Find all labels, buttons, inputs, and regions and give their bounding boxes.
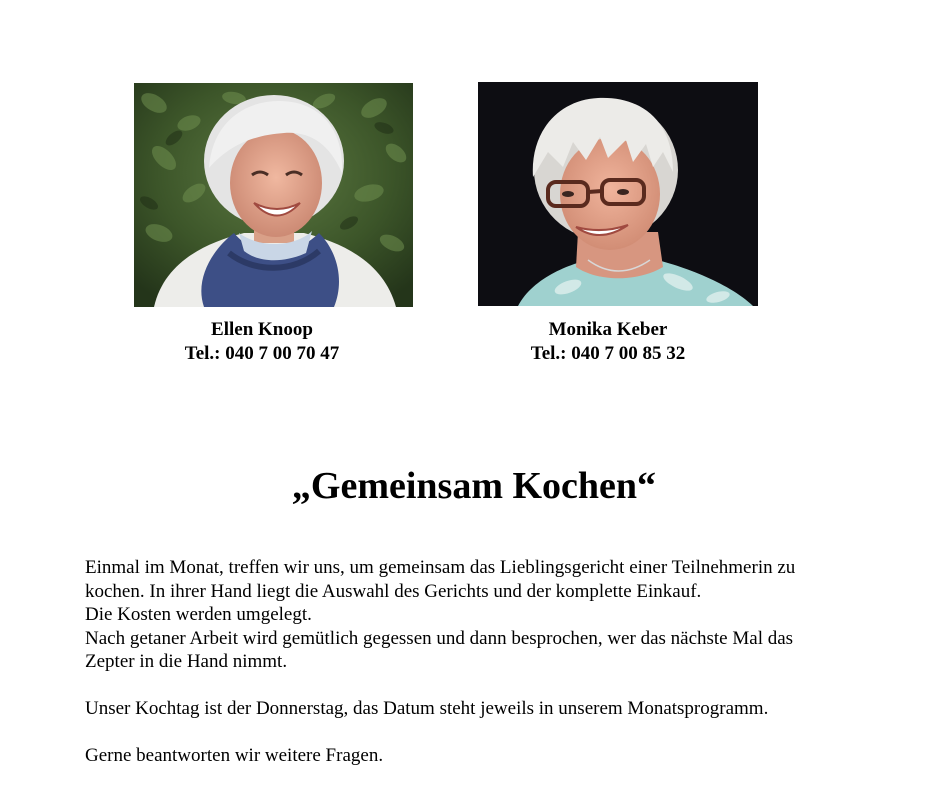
body-line: Zepter in die Hand nimmt. — [85, 651, 288, 672]
body-line: Nach getaner Arbeit wird gemütlich gegessen und dann besprochen, wer das nächste Mal das — [85, 627, 794, 649]
contact-card-right — [478, 318, 738, 366]
contact-name: Monika Keber — [548, 319, 668, 340]
body-line: Einmal im Monat, treffen wir uns, um gemeinsam das Lieblingsgericht einer Teilnehmerin zu — [85, 557, 796, 578]
body-line: Die Kosten werden umgelegt. — [85, 604, 312, 625]
portrait-photo-monika-keber — [478, 82, 758, 306]
portrait-photo-icon — [478, 82, 758, 306]
contact-phone: Tel.: 040 7 00 85 32 — [530, 343, 686, 364]
contact-phone: Tel.: 040 7 00 70 47 — [184, 343, 340, 364]
contact-name: Ellen Knoop — [211, 319, 313, 340]
portrait-photo-icon — [134, 83, 413, 307]
paragraph-gap — [85, 674, 885, 698]
portrait-photo-ellen-knoop — [134, 83, 413, 307]
body-line: Unser Kochtag ist der Donnerstag, das Datum steht jeweils in unserem Monatsprogramm. — [85, 698, 769, 719]
contact-card-left — [134, 318, 390, 366]
body-line: Gerne beantworten wir weitere Fragen. — [85, 745, 384, 766]
page-title: „Gemeinsam Kochen“ — [291, 465, 657, 507]
body-text — [85, 556, 885, 768]
body-line: kochen. In ihrer Hand liegt die Auswahl des Gerichts und der komplette Einkauf. — [85, 580, 702, 602]
paragraph-gap — [85, 721, 885, 745]
